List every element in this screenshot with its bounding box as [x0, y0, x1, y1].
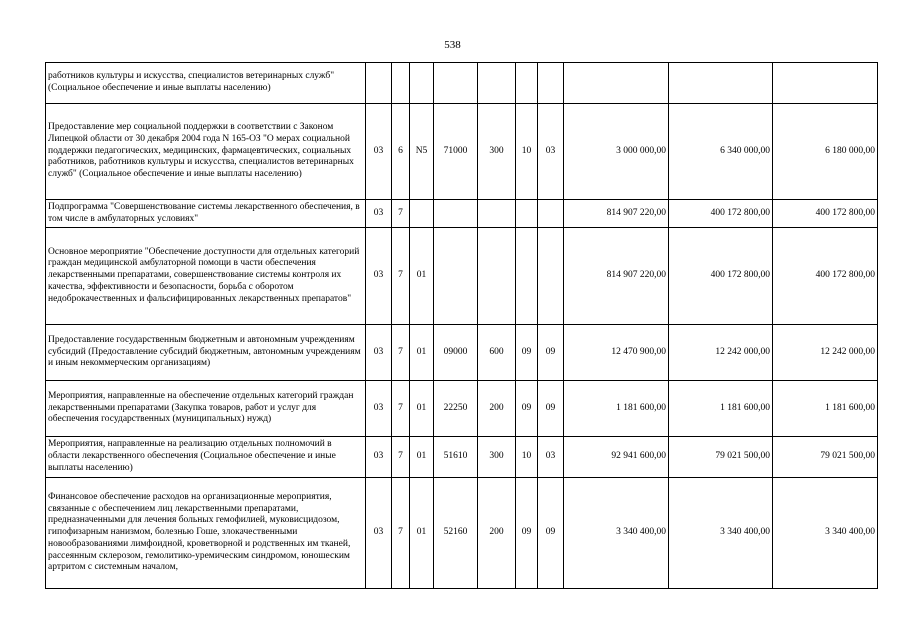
cell-direction-code: 52160	[434, 478, 478, 589]
cell-expense-type: 200	[478, 381, 516, 437]
table-row	[46, 478, 878, 589]
cell-program-code: 03	[366, 200, 392, 228]
cell-subsection	[538, 228, 564, 325]
cell-amount-2: 3 340 400,00	[669, 478, 773, 589]
cell-amount-3: 6 180 000,00	[773, 104, 878, 200]
cell-program-code	[366, 63, 392, 104]
cell-section	[516, 200, 538, 228]
cell-subprogram-code: 7	[392, 437, 410, 478]
cell-expense-type	[478, 228, 516, 325]
cell-amount-2: 400 172 800,00	[669, 200, 773, 228]
table-body	[46, 63, 878, 589]
cell-subprogram-code	[392, 63, 410, 104]
cell-subsection: 09	[538, 325, 564, 381]
cell-program-code: 03	[366, 478, 392, 589]
cell-direction-code	[434, 228, 478, 325]
cell-expense-type	[478, 63, 516, 104]
cell-amount-2: 79 021 500,00	[669, 437, 773, 478]
cell-subprogram-code: 7	[392, 381, 410, 437]
table-row	[46, 325, 878, 381]
cell-main-measure-code: N5	[410, 104, 434, 200]
cell-program-code: 03	[366, 325, 392, 381]
cell-section	[516, 228, 538, 325]
row-name: Основное мероприятие "Обеспечение доступности для отдельных категорий граждан медицинской амбулаторной помощи в части обеспечения лекарственными препаратами, совершенствование системы контроля их качества, эффективности и безопасности, борьба с оборотом недоброкачественных и фальсифицированных лекарственных препаратов"	[46, 228, 366, 325]
cell-program-code: 03	[366, 104, 392, 200]
table-row	[46, 381, 878, 437]
cell-expense-type	[478, 200, 516, 228]
cell-amount-2: 1 181 600,00	[669, 381, 773, 437]
cell-subsection: 09	[538, 381, 564, 437]
cell-amount-1: 814 907 220,00	[564, 200, 669, 228]
cell-main-measure-code	[410, 63, 434, 104]
cell-program-code: 03	[366, 437, 392, 478]
cell-program-code: 03	[366, 228, 392, 325]
cell-subprogram-code: 7	[392, 228, 410, 325]
cell-amount-3: 400 172 800,00	[773, 200, 878, 228]
table-row	[46, 104, 878, 200]
cell-main-measure-code	[410, 200, 434, 228]
cell-section: 09	[516, 381, 538, 437]
cell-amount-3: 79 021 500,00	[773, 437, 878, 478]
cell-subsection	[538, 200, 564, 228]
cell-section: 10	[516, 104, 538, 200]
table-row	[46, 228, 878, 325]
cell-amount-1: 3 000 000,00	[564, 104, 669, 200]
cell-amount-2: 12 242 000,00	[669, 325, 773, 381]
cell-amount-1: 814 907 220,00	[564, 228, 669, 325]
budget-table	[45, 62, 878, 589]
cell-expense-type: 600	[478, 325, 516, 381]
cell-direction-code: 51610	[434, 437, 478, 478]
cell-amount-3	[773, 63, 878, 104]
cell-main-measure-code: 01	[410, 325, 434, 381]
cell-section: 09	[516, 478, 538, 589]
cell-section	[516, 63, 538, 104]
row-name: работников культуры и искусства, специалистов ветеринарных служб" (Социальное обеспечение и иные выплаты населению)	[46, 63, 366, 104]
cell-subprogram-code: 7	[392, 200, 410, 228]
cell-amount-3: 1 181 600,00	[773, 381, 878, 437]
cell-main-measure-code: 01	[410, 228, 434, 325]
cell-expense-type: 300	[478, 104, 516, 200]
cell-amount-3: 12 242 000,00	[773, 325, 878, 381]
cell-main-measure-code: 01	[410, 381, 434, 437]
cell-subprogram-code: 7	[392, 478, 410, 589]
cell-amount-2: 400 172 800,00	[669, 228, 773, 325]
cell-subsection: 09	[538, 478, 564, 589]
cell-main-measure-code: 01	[410, 437, 434, 478]
cell-amount-3: 3 340 400,00	[773, 478, 878, 589]
cell-section: 10	[516, 437, 538, 478]
cell-expense-type: 300	[478, 437, 516, 478]
cell-direction-code	[434, 63, 478, 104]
cell-expense-type: 200	[478, 478, 516, 589]
row-name: Мероприятия, направленные на реализацию отдельных полномочий в области лекарственного обеспечения (Социальное обеспечение и иные выплаты населению)	[46, 437, 366, 478]
cell-amount-2: 6 340 000,00	[669, 104, 773, 200]
cell-section: 09	[516, 325, 538, 381]
cell-main-measure-code: 01	[410, 478, 434, 589]
cell-direction-code: 71000	[434, 104, 478, 200]
cell-amount-1: 92 941 600,00	[564, 437, 669, 478]
cell-direction-code	[434, 200, 478, 228]
cell-amount-2	[669, 63, 773, 104]
cell-amount-1: 3 340 400,00	[564, 478, 669, 589]
row-name: Предоставление мер социальной поддержки в соответствии с Законом Липецкой области от 30 декабря 2004 года N 165-ОЗ "О мерах социальной поддержки педагогических, медицинских, фармацевтических, социальных работников, работников культуры и искусства, специалистов ветеринарных служб" (Социальное обеспечение и иные выплаты населению)	[46, 104, 366, 200]
table-row	[46, 63, 878, 104]
cell-subsection: 03	[538, 437, 564, 478]
cell-amount-1	[564, 63, 669, 104]
row-name: Мероприятия, направленные на обеспечение отдельных категорий граждан лекарственными препаратами (Закупка товаров, работ и услуг для обеспечения государственных (муниципальных) нужд)	[46, 381, 366, 437]
cell-program-code: 03	[366, 381, 392, 437]
cell-direction-code: 22250	[434, 381, 478, 437]
row-name: Финансовое обеспечение расходов на организационные мероприятия, связанные с обеспечением лиц лекарственными препаратами, предназначенными для лечения больных гемофилией, муковисцидозом, гипофизарным нанизмом, болезнью Гоше, злокачественными новообразованиями лимфоидной, кроветворной и родственных им тканей, рассеянным склерозом, гемолитико-уремическим синдромом, юношеским артритом с системным началом,	[46, 478, 366, 589]
cell-amount-3: 400 172 800,00	[773, 228, 878, 325]
table-row	[46, 437, 878, 478]
cell-subsection	[538, 63, 564, 104]
cell-amount-1: 1 181 600,00	[564, 381, 669, 437]
cell-subprogram-code: 6	[392, 104, 410, 200]
cell-subsection: 03	[538, 104, 564, 200]
row-name: Подпрограмма "Совершенствование системы лекарственного обеспечения, в том числе в амбулаторных условиях"	[46, 200, 366, 228]
row-name: Предоставление государственным бюджетным и автономным учреждениям субсидий (Предоставление субсидий бюджетным, автономным учреждениям и иным некоммерческим организациям)	[46, 325, 366, 381]
cell-subprogram-code: 7	[392, 325, 410, 381]
cell-amount-1: 12 470 900,00	[564, 325, 669, 381]
cell-direction-code: 09000	[434, 325, 478, 381]
page-number: 538	[444, 39, 461, 51]
table-row	[46, 200, 878, 228]
